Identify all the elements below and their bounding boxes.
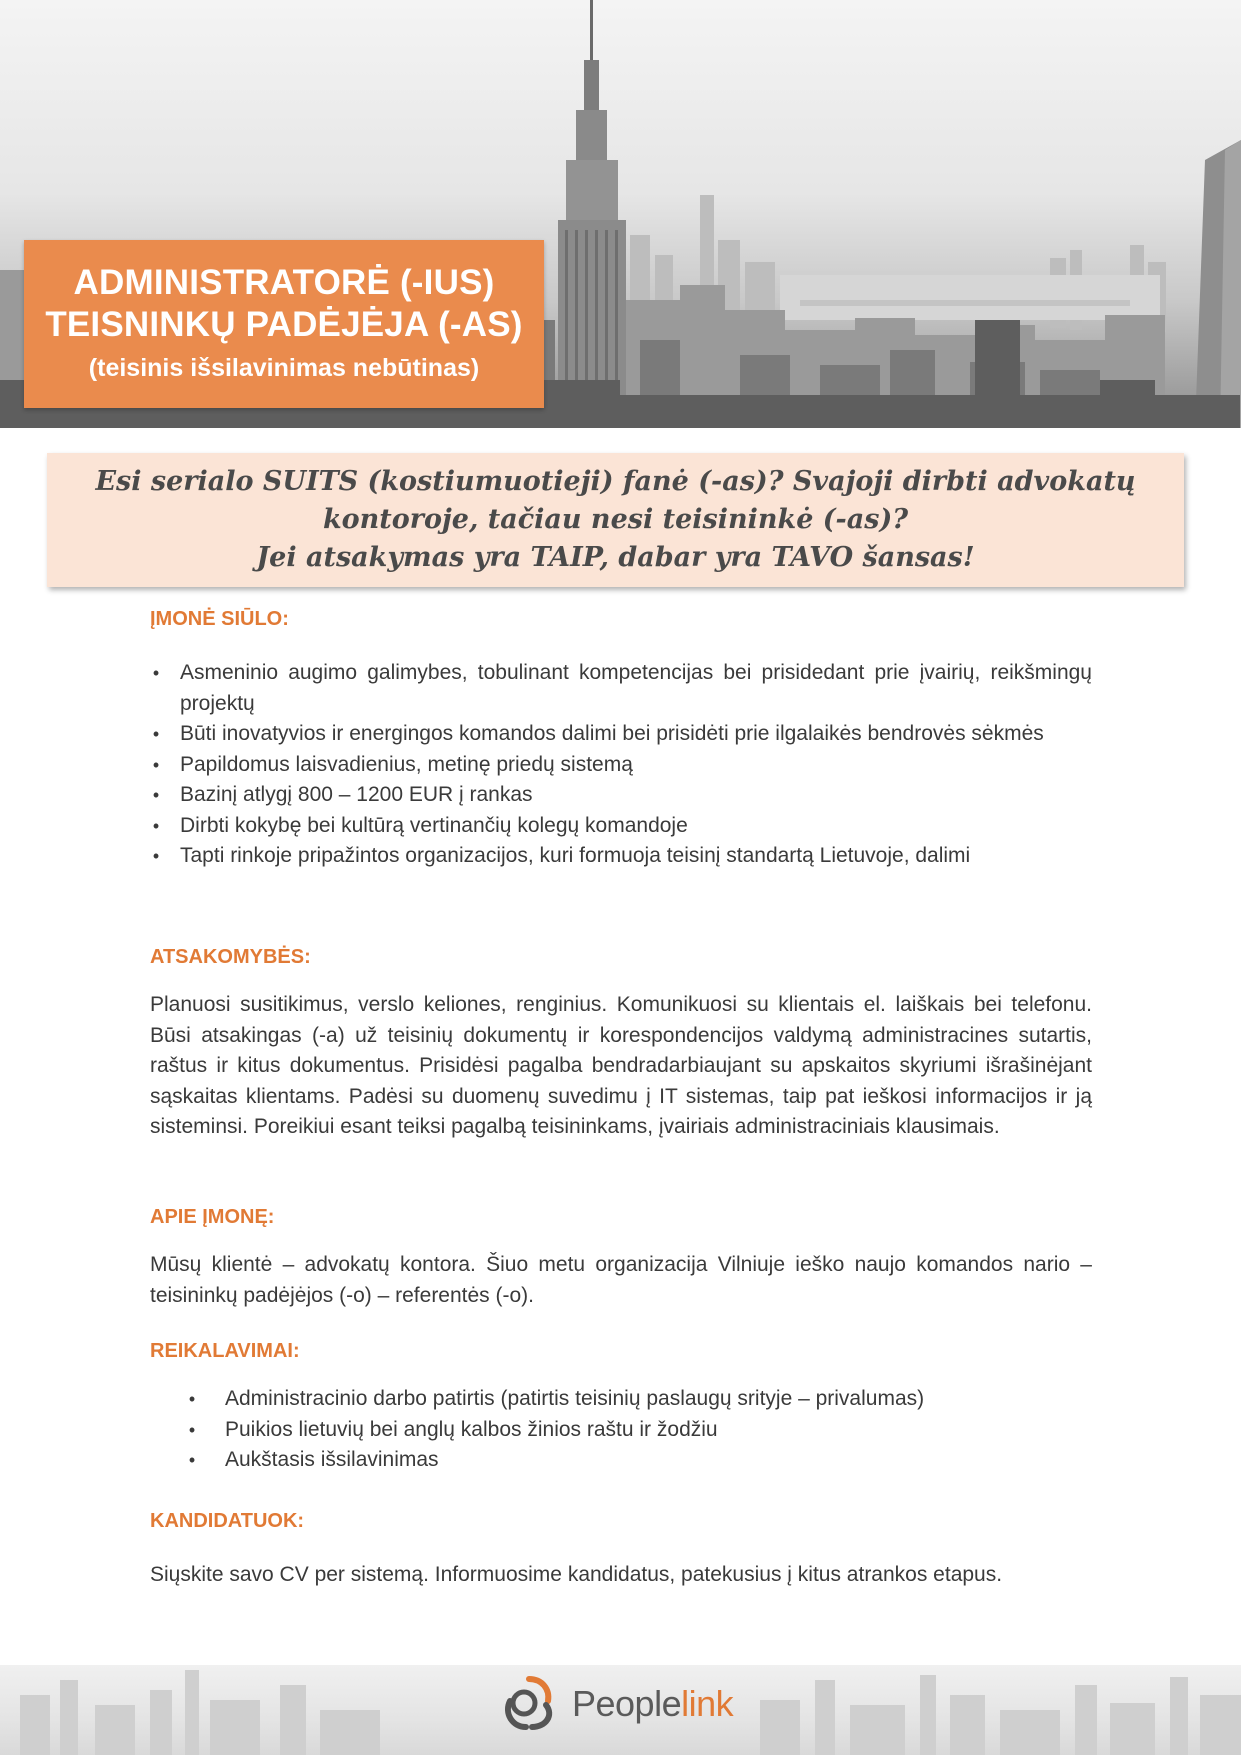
- peoplelink-logo: [498, 1671, 758, 1737]
- bullet-icon: •: [188, 1419, 196, 1440]
- list-item: • Bazinį atlygį 800 – 1200 EUR į rankas: [180, 780, 1092, 811]
- tagline-box: [47, 453, 1184, 587]
- peoplelink-logo-icon: [498, 1673, 560, 1735]
- about-text: Mūsų klientė – advokatų kontora. Šiuo metu organizacija Vilniuje ieško naujo komandos nario – teisininkų padėjėjos (-o) – referentės (-o).: [150, 1253, 1092, 1307]
- bullet-icon: •: [152, 846, 160, 866]
- requirements-list: [150, 1384, 1092, 1476]
- responsibilities-text: Planuosi susitikimus, verslo keliones, renginius. Komunikuosi su klientais el. laiškais bei telefonu. Būsi atsakingas (-a) už teisinių dokumentų ir korespondencijos valdymą administracines sutartis, raštus ir kitus dokumentus. Prisidėsi pagalba bendradarbiaujant su apskaitos skyriumi išrašinėjant sąskaitas klientams. Padėsi su duomenų suvedimu į IT sistemas, taip pat ieškosi informacijos ir ją sisteminsi. Poreikiui esant teiksi pagalbą teisininkams, įvairiais administraciniais klausimais.: [150, 993, 1092, 1138]
- job-title-line-2: TEISNINKŲ PADĖJĖJA (-AS): [45, 305, 523, 344]
- apply-heading: KANDIDATUOK:: [150, 1510, 305, 1532]
- list-item: • Būti inovatyvios ir energingos komandos dalimi bei prisidėti prie ilgalaikės bendrovės sėkmės: [180, 719, 1092, 750]
- offer-heading: ĮMONĖ SIŪLO:: [150, 608, 289, 630]
- logo-wordmark-accent: link: [681, 1683, 734, 1724]
- bullet-icon: •: [152, 663, 160, 683]
- job-title-line-1: ADMINISTRATORĖ (-IUS): [73, 263, 495, 302]
- bullet-icon: •: [188, 1450, 196, 1470]
- bullet-icon: •: [152, 785, 160, 805]
- tagline-line-1: Esi serialo SUITS (kostiumuotieji) fanė (-as)? Svajoji dirbti advokatų: [95, 466, 1136, 497]
- requirements-section: [150, 1338, 1092, 1476]
- hero-skyline-image: [0, 0, 1241, 428]
- responsibilities-heading: ATSAKOMYBĖS:: [150, 946, 311, 968]
- list-item: • Dirbti kokybę bei kultūrą vertinančių kolegų komandoje: [180, 811, 1092, 842]
- apply-text: Siųskite savo CV per sistemą. Informuosime kandidatus, patekusius į kitus atrankos etapus.: [150, 1563, 1003, 1586]
- tagline-line-3: Jei atsakymas yra TAIP, dabar yra TAVO šansas!: [256, 542, 975, 573]
- list-item: • Puikios lietuvių bei anglų kalbos žinios raštu ir žodžiu: [225, 1415, 1092, 1446]
- list-item: • Papildomus laisvadienius, metinę priedų sistemą: [180, 750, 1092, 781]
- requirements-heading: REIKALAVIMAI:: [150, 1340, 300, 1362]
- bullet-icon: •: [152, 815, 160, 836]
- logo-wordmark: [572, 1682, 733, 1726]
- responsibilities-section: [150, 944, 1092, 1143]
- offer-list: [150, 658, 1092, 872]
- tagline-line-2: kontoroje, tačiau nesi teisininkė (-as)?: [322, 504, 909, 535]
- job-title-box: [24, 240, 544, 408]
- offer-section: [150, 600, 1092, 872]
- bullet-icon: •: [152, 724, 160, 744]
- bullet-icon: •: [152, 754, 160, 775]
- list-item: • Aukštasis išsilavinimas: [225, 1445, 1092, 1476]
- about-heading: APIE ĮMONĘ:: [150, 1206, 275, 1228]
- list-item: • Tapti rinkoje pripažintos organizacijos, kuri formuoja teisinį standartą Lietuvoje, dalimi: [180, 841, 1092, 872]
- apply-section: [150, 1508, 1092, 1591]
- list-item: • Asmeninio augimo galimybes, tobulinant kompetencijas bei prisidedant prie įvairių, reikšmingų projektų: [180, 658, 1092, 719]
- about-section: [150, 1204, 1092, 1311]
- list-item: • Administracinio darbo patirtis (patirtis teisinių paslaugų srityje – privalumas): [225, 1384, 1092, 1415]
- logo-wordmark-main: People: [572, 1683, 682, 1724]
- job-title-subtitle: (teisinis išsilavinimas nebūtinas): [88, 354, 480, 382]
- bullet-icon: •: [188, 1389, 196, 1409]
